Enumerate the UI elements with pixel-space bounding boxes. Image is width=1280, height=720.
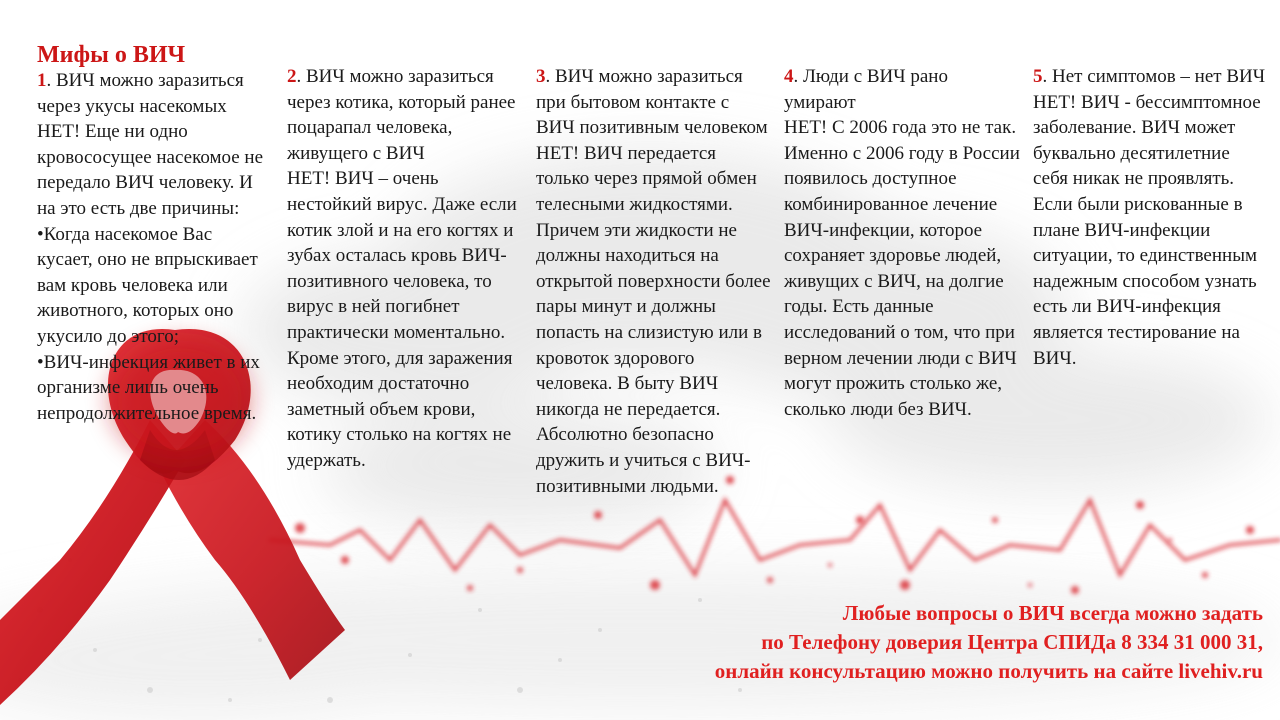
myth-4-body: НЕТ! С 2006 года это не так. Именно с 2006 году в России появилось доступное комбинированное лечение ВИЧ-инфекции, которое сохраняет здоровье людей, живущих с ВИЧ, на долгие годы. Есть данные исследований о том, что при верном лечении люди с ВИЧ могут прожить столько же, сколько люди без ВИЧ. [784, 117, 1020, 420]
myth-1-head-text: . ВИЧ можно заразиться через укусы насекомых [37, 70, 244, 117]
myth-column-2 [287, 64, 522, 474]
myth-5-body: НЕТ! ВИЧ - бессимптомное заболевание. ВИЧ может буквально десятилетние себя никак не проявлять. Если были рискованные в плане ВИЧ-инфекции ситуации, то единственным надежным способом узнать есть ли ВИЧ-инфекция является тестирование на ВИЧ. [1033, 91, 1261, 369]
myth-3-head-text: . ВИЧ можно заразиться при бытовом контакте с ВИЧ позитивным человеком [536, 66, 768, 139]
footer-line-1: Любые вопросы о ВИЧ всегда можно задать [842, 601, 1263, 625]
footer-line-2: по Телефону доверия Центра СПИДа 8 334 31 000 31, [761, 630, 1263, 654]
contact-footer [543, 599, 1263, 686]
myth-4-number: 4 [784, 66, 794, 87]
myth-5-number: 5 [1033, 66, 1043, 87]
myth-1-bullet-2: • ВИЧ-инфекция живет в их организме лишь очень непродолжительное время. [37, 350, 269, 427]
myth-column-3 [536, 64, 772, 499]
myth-5-heading [1033, 64, 1268, 90]
page-title: Мифы о ВИЧ [37, 42, 186, 68]
myth-1-body: НЕТ! Еще ни одно кровососущее насекомое не передало ВИЧ человеку. И на это есть две причины: [37, 121, 264, 219]
myth-1-heading [37, 68, 269, 119]
myth-2-heading [287, 64, 522, 166]
myth-3-body: НЕТ! ВИЧ передается только через прямой обмен телесными жидкостями. Причем эти жидкости не должны находиться на открытой поверхности более пары минут и должны попасть на слизистую или в кровоток здорового человека. В быту ВИЧ никогда не передается. Абсолютно безопасно дружить и учиться с ВИЧ-позитивными людьми. [536, 142, 771, 497]
myth-3-number: 3 [536, 66, 546, 87]
myth-2-number: 2 [287, 66, 297, 87]
myth-4-heading [784, 64, 1020, 115]
myth-1-bullet-1: • Когда насекомое Вас кусает, оно не впрыскивает вам кровь человека или животного, которых оно укусило до этого; [37, 222, 269, 350]
myth-4-head-text: . Люди с ВИЧ рано умирают [784, 66, 948, 113]
myth-column-5 [1033, 64, 1268, 371]
footer-line-3: онлайн консультацию можно получить на сайте livehiv.ru [714, 659, 1263, 683]
myth-5-head-text: . Нет симптомов – нет ВИЧ [1042, 66, 1266, 87]
myth-column-1 [37, 42, 269, 426]
myth-3-heading [536, 64, 772, 141]
myth-2-body: НЕТ! ВИЧ – очень нестойкий вирус. Даже если котик злой и на его когтях и зубах осталась кровь ВИЧ-позитивного человека, то вирус в ней погибнет практически моментально. Кроме этого, для заражения необходим достаточно заметный объем крови, котику столько на когтях не удержать. [287, 168, 517, 471]
myth-1-number: 1 [37, 70, 47, 91]
myth-2-head-text: . ВИЧ можно заразиться через котика, который ранее поцарапал человека, живущего с ВИЧ [287, 66, 516, 164]
myth-column-4 [784, 64, 1020, 422]
